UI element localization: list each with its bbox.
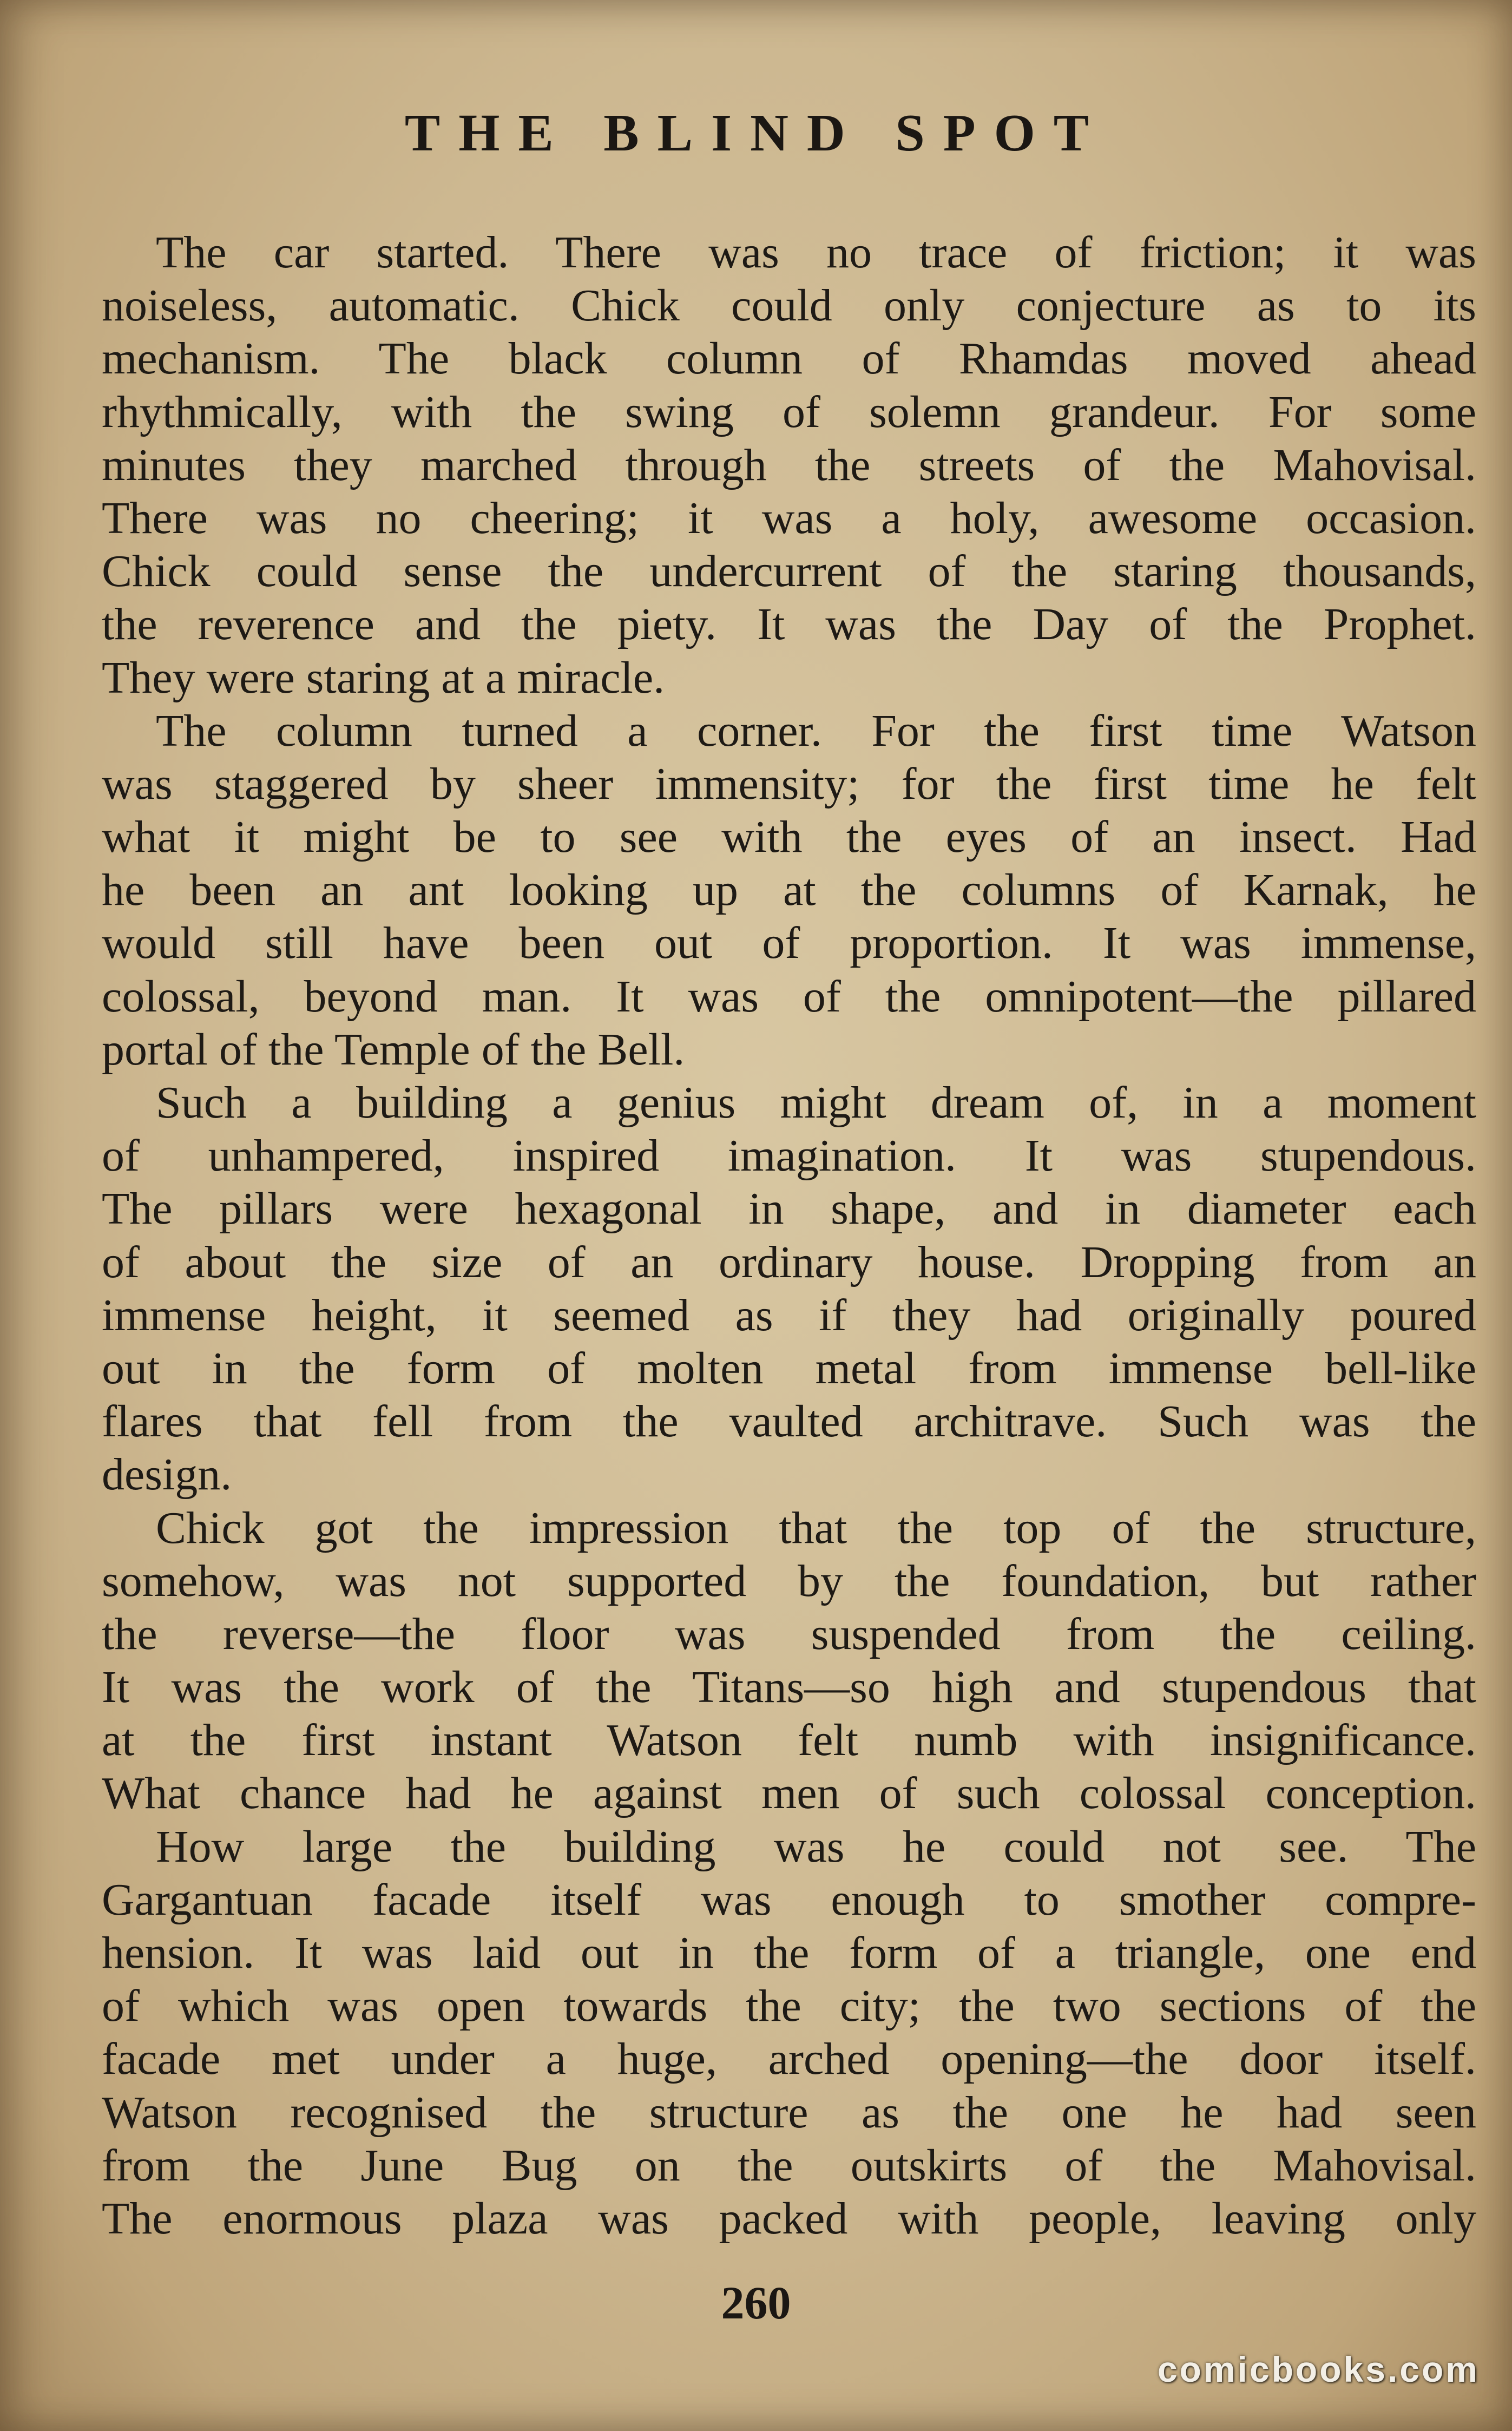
text-line: How large the building was he could not see. The: [156, 1821, 1476, 1872]
text-line: Gargantuan facade itself was enough to smother compre-: [102, 1874, 1476, 1925]
running-head: THE BLIND SPOT: [404, 104, 1108, 162]
text-line: would still have been out of proportion. It was immense,: [102, 918, 1476, 969]
text-line: what it might be to see with the eyes of an insect. Had: [102, 812, 1476, 863]
text-line: from the June Bug on the outskirts of the Mahovisal.: [102, 2140, 1476, 2191]
text-line: What chance had he against men of such colossal conception.: [102, 1768, 1476, 1819]
text-line: of which was open towards the city; the two sections of the: [102, 1981, 1476, 2032]
text-line: rhythmically, with the swing of solemn grandeur. For some: [102, 386, 1476, 437]
watermark: comicbooks.com: [1157, 2349, 1480, 2389]
text-line: design.: [102, 1449, 232, 1500]
text-line: facade met under a huge, arched opening—the door itself.: [102, 2034, 1476, 2085]
text-line: out in the form of molten metal from immense bell-like: [102, 1343, 1476, 1394]
text-line: colossal, beyond man. It was of the omnipotent—the pillared: [102, 971, 1476, 1022]
text-line: hension. It was laid out in the form of a triangle, one end: [102, 1928, 1476, 1978]
text-line: Chick got the impression that the top of the structure,: [156, 1502, 1476, 1553]
text-line: Such a building a genius might dream of, in a moment: [156, 1077, 1476, 1128]
text-line: There was no cheering; it was a holy, awesome occasion.: [102, 492, 1476, 543]
text-line: The car started. There was no trace of friction; it was: [156, 227, 1476, 278]
text-line: The enormous plaza was packed with people, leaving only: [102, 2193, 1476, 2244]
text-line: of about the size of an ordinary house. Dropping from an: [102, 1237, 1476, 1287]
text-line: It was the work of the Titans—so high and stupendous that: [102, 1662, 1476, 1713]
text-line: minutes they marched through the streets of the Mahovisal.: [102, 439, 1476, 490]
text-line: at the first instant Watson felt numb with insignificance.: [102, 1715, 1476, 1766]
text-line: The pillars were hexagonal in shape, and in diameter each: [102, 1184, 1476, 1234]
text-line: the reverence and the piety. It was the Day of the Prophet.: [102, 599, 1476, 650]
text-line: flares that fell from the vaulted architrave. Such was the: [102, 1396, 1476, 1447]
text-line: immense height, it seemed as if they had originally poured: [102, 1290, 1476, 1341]
body-text: [102, 226, 1476, 2245]
text-line: was staggered by sheer immensity; for the first time he felt: [102, 758, 1476, 809]
text-line: noiseless, automatic. Chick could only conjecture as to its: [102, 280, 1476, 331]
text-line: The column turned a corner. For the first time Watson: [156, 705, 1476, 756]
text-line: the reverse—the floor was suspended from the ceiling.: [102, 1608, 1476, 1659]
text-line: portal of the Temple of the Bell.: [102, 1024, 685, 1075]
text-line: mechanism. The black column of Rhamdas moved ahead: [102, 333, 1476, 384]
text-line: of unhampered, inspired imagination. It was stupendous.: [102, 1131, 1476, 1181]
text-line: They were staring at a miracle.: [102, 652, 665, 703]
text-line: Chick could sense the undercurrent of the staring thousands,: [102, 546, 1476, 597]
text-line: somehow, was not supported by the foundation, but rather: [102, 1555, 1476, 1606]
text-line: Watson recognised the structure as the one he had seen: [102, 2087, 1476, 2138]
page-number: 260: [721, 2277, 791, 2329]
text-line: he been an ant looking up at the columns of Karnak, he: [102, 865, 1476, 916]
